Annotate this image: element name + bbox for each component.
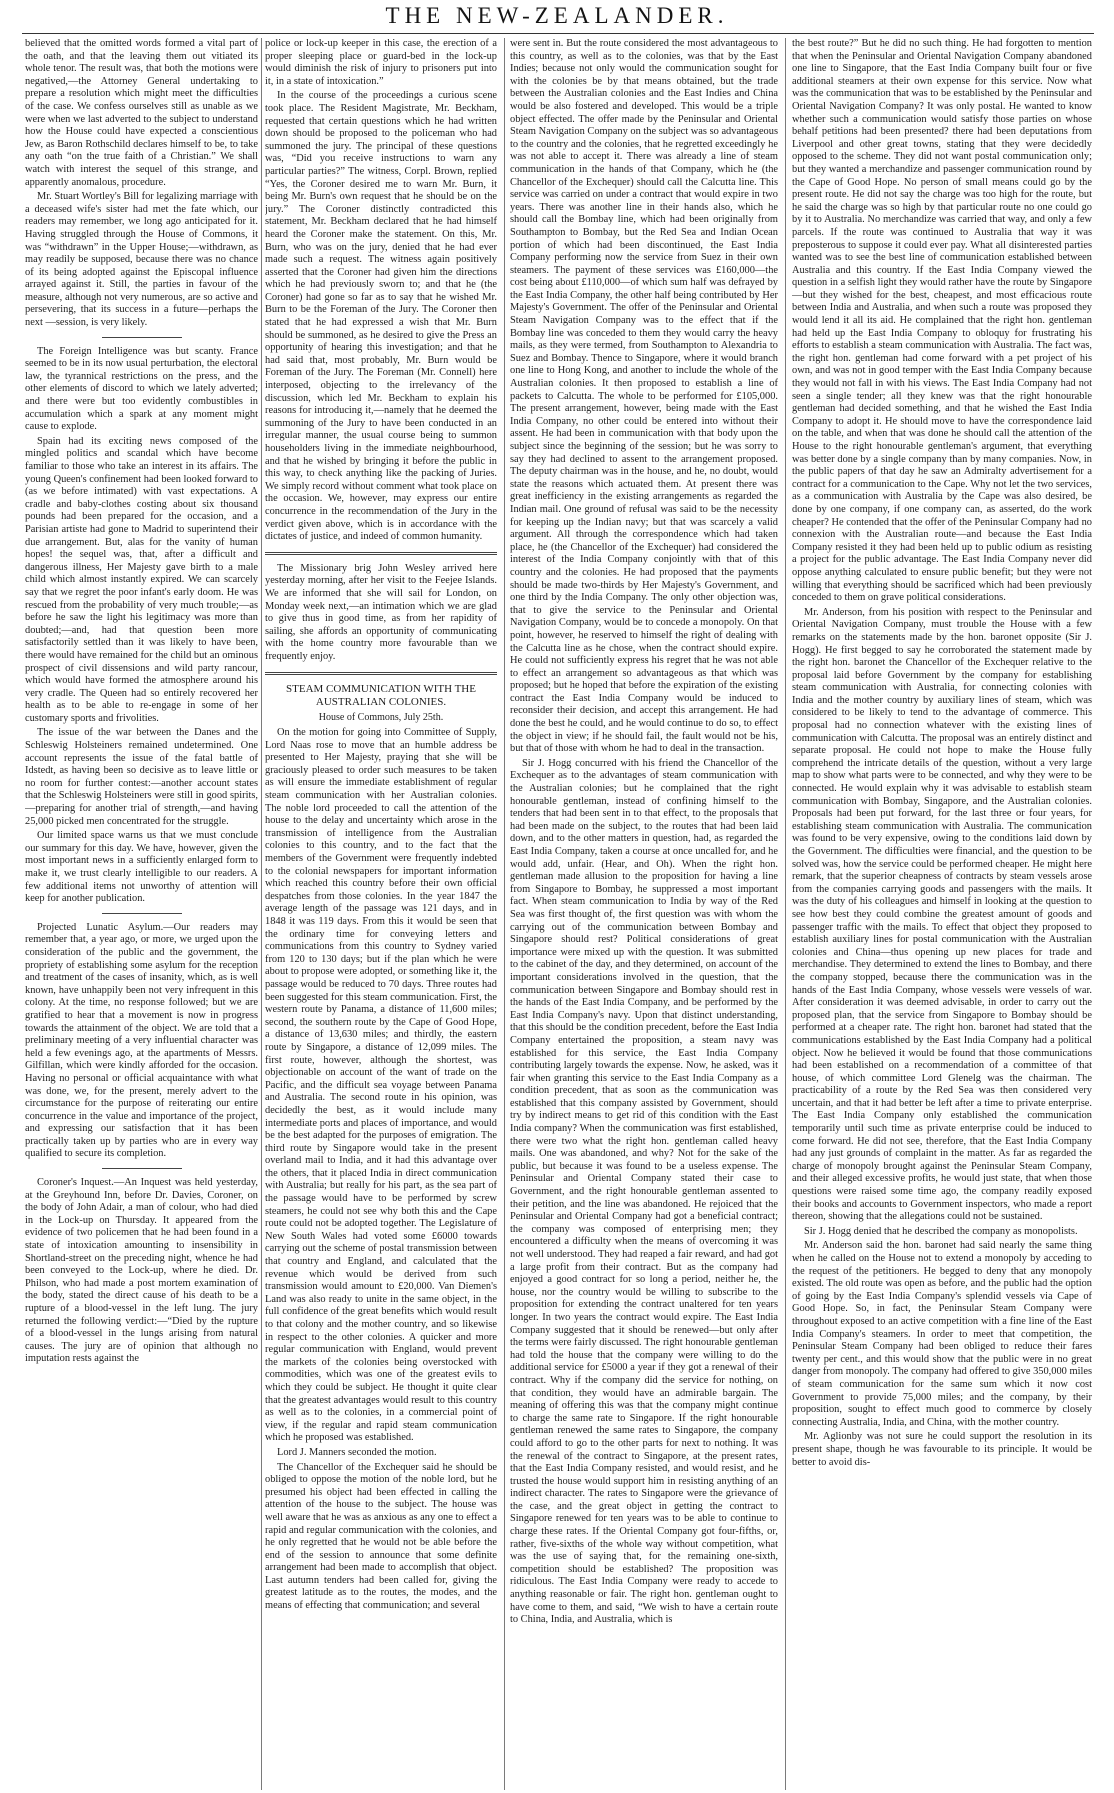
article-paragraph: In the course of the proceedings a curious scene took place. The Resident Magistrate, Mr. Beckham, requested that certain questions which he had written down should be proposed to the policeman who had summoned the jury. The principal of these questions was, “Did you receive instructions to warn any particular parties?” The witness, Corpl. Brown, replied “Yes, the Coroner desired me to warn Mr. Burn, it being Mr. Burn's own request that he should be on the jury.” The Coroner distinctly contradicted this statement, Mr. Beckham declared that he had himself heard the Coroner make the statement. On this, Mr. Burn, who was on the jury, denied that he had ever made such a request. The witness again positively asserted that the Coroner had given him the directions which he had previously sworn to; and that he (the Coroner) had gone so far as to say that he wished Mr. Burn to be the Foreman of the Jury. The Coroner then stated that he had expressed a wish that Mr. Burn should be summoned, as he desired to give the Press an opportunity of hearing this investigation; and that he had said that, most probably, Mr. Burn would be Foreman of the Jury. The Foreman (Mr. Connell) here interposed, objecting to the irrelevancy of the discussion, which led Mr. Beckham to explain his reasons for introducing it,—namely that he deemed the summoning of the Jury to have been conducted in an irregular manner, the usual course being to summon householders living in the immediate neighbourhood, and that he wished by bringing it before the public in this way, to check anything like the packing of Juries. We simply record without comment what took place on the occasion. We, however, may express our entire concurrence in the recommendation of the Jury in the verdict given above, which is in accordance with the dictates of justice, and indeed of common humanity. (265, 90, 497, 543)
article-paragraph: Projected Lunatic Asylum.—Our readers may remember that, a year ago, or more, we urged upon the consideration of the public and the government, the propriety of establishing some asylum for the reception and treatment of the cases of insanity, which, as is well known, have unhappily been not very infrequent in this colony. At the time, no response followed; but we are gratified to hear that a movement is now in progress towards the attainment of the object. We are told that a preliminary meeting of a very influential character was held a few evenings ago, at the apartments of Messrs. Gilfillan, which were kindly afforded for the occasion. Having no personal or official acquaintance with what was done, we, for the present, merely advert to the circumstance for the purpose of reiterating our entire concurrence in the value and importance of the project, and expressing our satisfaction that it has been practically taken up by parties who are in every way qualified to secure its completion. (25, 921, 258, 1160)
article-heading: STEAM COMMUNICATION WITH THE AUSTRALIAN COLONIES. (286, 682, 476, 708)
article-paragraph: police or lock-up keeper in this case, the erection of a proper sleeping place or guard-bed in the lock-up would diminish the risk of injury to prisoners put into it, in a state of intoxication.” (265, 38, 497, 87)
section-divider (102, 337, 182, 338)
article-paragraph: Mr. Anderson, from his position with respect to the Peninsular and Oriental Navigation Company, must trouble the House with a few remarks on the statements made by the hon. baronet opposite (Sir J. Hogg). He first begged to say he corroborated the statement made by the right hon. baronet the Chancellor of the Exchequer relative to the proposal laid before Government by the company for establishing steam communication with Australia, for connecting colonies with India and the mother country by auxiliary lines of steam, which was considered to be likely to tend to the advantage of commerce. This proposal had no connection whatever with the existing lines of communication with Calcutta. The proposal was an entirely distinct and separate proposal. He could not hope to make the House fully comprehend the intricate details of the question, without a very large map to show what parts were to be connected, and why they were to be connected. He would explain why it was advisable to establish steam communication with Bombay, Singapore, and the Australian colonies. Proposals had been put forward, for the last three or four years, for establishing steam communication with Australia. The communication was found to be very expensive, owing to the conditions laid down by the Government. The difficulties were financial, and the question to be solved was, how the service could be performed cheaper. He might here remark, that the superior cheapness of contracts by steam vessels arose from the companies carrying goods and passengers with the mails. It was the duty of his colleagues and himself in looking at the question to see how best they could combine the greatest amount of goods and passenger traffic with the mails. To effect that object they proposed to establish auxiliary lines for postal communication with the Australian colonies and China—thus opening up new places for trade and merchandise. They determined to extend the lines to Bombay, and there the company stopped, because there the communication was in the hands of the East India Company, whose vessels were vessels of war. After consideration it was deemed advisable, in order to carry out the proposed plan, that the service from Singapore to Bombay should be performed at a cheaper rate. The right hon. baronet had stated that the communications established by the East India Company had a political object. Now he believed it would be found that those communications had been established on a recommendation of a committee of that house, of which committee Lord Glenelg was the chairman. The practicability of a route by the Red Sea was then considered very uncertain, and that it had better be left after a time to private enterprise. The East India Company only established the communication temporarily until such time as private enterprise could be induced to come forward. He did not see, therefore, that the East India Company had any just grounds of complaint in the matter. As far as regarded the charge of monopoly brought against the Peninsular Steam Company, and their alleged excessive profits, he would just state, that when those questions were raised some time ago, the company readily exposed their books and accounts to Government inspectors, who made a report thereon, showing that the allegations could not be sustained. (792, 606, 1092, 1223)
column-2 (265, 38, 497, 1788)
column-4 (792, 38, 1092, 1788)
article-paragraph: The Foreign Intelligence was but scanty. France seemed to be in its now usual perturbation, the electoral law, the tyrannical restrictions on the press, and the other elements of discord to which we lately adverted; and there were but too evidently combustibles in accumulation which a spark at any moment might cause to explode. (25, 345, 258, 433)
article-paragraph: Mr. Aglionby was not sure he could support the resolution in its present shape, though he was favourable to its principle. It would be better to avoid dis- (792, 1431, 1092, 1468)
article-paragraph: Sir J. Hogg concurred with his friend the Chancellor of the Exchequer as to the advantages of steam communication with the Australian colonies; but he complained that the right honourable gentleman, instead of confining himself to the tenders that had been sent in to that effect, to the proposals that had been made on the subject, to the routes that had been laid down, and to the other matters in question, had, as regarded the East India Company, taken a course at once uncalled for, and he would add, unfair. (Hear, and Oh). When the right hon. gentleman made allusion to the proposition for having a line from Singapore to Bombay, he suppressed a most important fact. When steam communication to India by way of the Red Sea was first thought of, the first question was with whom the carrying out of the communication between Bombay and Singapore should rest? Political considerations of great importance were mixed up with the question. It was submitted to the cabinet of the day, and they determined, on account of the important considerations involved in the question, that the communication between Singapore and Bombay should rest in the hands of the East India Company, and be performed by the East India Company's navy. Upon that distinct understanding, that this should be the condition precedent, before the East India Company entertained the proposition, a steam navy was established for this service, the East India Company contributing largely towards the expense. Now, he asked, was it fair when granting this service to the East India Company as a condition precedent, that as soon as the communication was established that this company assisted by Government, should try by indirect means to get rid of this condition with the East India company? When the communication was first established, there were two what the right hon. gentleman called heavy mails. One was abandoned, and why? Not for the sake of the public, but because it was found to be a useless expense. The Peninsular and Oriental Company stated their case to Government, and the right honourable gentleman assented to their petition, and the line was abandoned. He rejoiced that the Peninsular and Oriental Company had got a beneficial contract; the company was composed of enterprising men; they encountered a difficulty when the means of overcoming it was not well understood. They had reaped a fair reward, and had got a large profit from their contract. But as the company had enjoyed a good contract for so long a period, neither he, the house, nor the country would be willing to subscribe to the proposition for extending the contract unaltered for ten years longer. In two years the contract would expire. The East India Company suggested that it should be renewed—but only after the terms were fairly discussed. The right honourable gentleman had told the house that the company were willing to do the additional service for £5000 a year if they got a renewal of their contract. Why if the company did the service for nothing, on that condition, they would have an admirable bargain. The meaning of offering this was that the company might continue to charge the same rate to Singapore. If the right honourable gentleman renewed the same rates to Singapore, the company could afford to go to the other parts for next to nothing. It was the renewal of the contract to Singapore, at the present rates, that the East India Company resisted, and would resist, and he trusted the house would support him in resisting anything of an indirect character. The rates to Singapore were the grievance of the case, and the great object in getting the contract to Singapore renewed for ten years was to be able to continue to charge these rates. If the Oriental Company got four-fifths, or, rather, five-sixths of the whole way without competition, what was the use of saying that, for the remaining one-sixth, competition should be established? The proposition was ridiculous. The East India Company were ready to accede to anything reasonable or fair. The right hon. gentleman ought to have come to them, and said, “We wish to have a certain route to China, India, and Australia, which is (510, 757, 778, 1626)
article-paragraph: The Chancellor of the Exchequer said he should be obliged to oppose the motion of the noble lord, but he presumed his object had been effected in calling the attention of the house to the subject. The house was well aware that he was as anxious as any one to effect a rapid and regular communication with the colonies, and he only regretted that he would not be able before the end of the session to announce that some definite arrangement had been made to accomplish that object. Last autumn tenders had been called for, giving the greatest latitude as to the routes, the modes, and the means of effecting that communication; and several (265, 1461, 497, 1612)
column-rule (785, 38, 786, 1790)
article-paragraph: were sent in. But the route considered the most advantageous to this country, as well as to the colonies, was that by the East Indies; because not only would the communication sought for with the colonies be by that means obtained, but the trade between the Australian colonies and the East Indies and China would be also fostered and developed. This would be a triple object effected. The offer made by the Peninsular and Oriental Steam Navigation Company on the subject was so advantageous to the country and the colonies, that he regretted exceedingly he was not able to accept it. There was already a line of steam communication in the hands of that Company, which he (the Chancellor of the Exchequer) should call the Calcutta line. This service was carried on under a contract that would expire in two years. There was another line in their hands also, which he should call the Bombay line, which had been originally from Southampton to Bombay, but the Red Sea and Indian Ocean portion of which had been discontinued, the East India Company performing now the service from Suez in their own steamers. The payment of these services was £160,000—the cost being about £110,000—of which sum half was defrayed by the East India Company, the other half being contributed by Her Majesty's Government. The offer of the Peninsular and Oriental Steam Navigation Company was to the effect that if the Bombay line was conceded to them they would carry the heavy mails, as they were termed, from Southampton to Alexandria to Suez and Bombay. Thence to Singapore, where it would branch one line to Hong Kong, and another to include the whole of the Australian colonies. It then proposed to establish a line of packets to Calcutta. The whole to be performed for £105,000. The present arrangement, however, being made with the East India Company, no other could be entered into without their assent. He had been in communication with that body upon the subject since the beginning of the session; but he was sorry to say they had declined to assent to the arrangement proposed. The deputy chairman was in the house, and he, no doubt, would state the reasons which actuated them. At present there was great inefficiency in the existing arrangements as regarded the Indian mail. One ground of refusal was said to be the necessity for keeping up the Indian navy; but that was scarcely a valid argument. All through the correspondence which had taken place, he (the Chancellor of the Exchequer) had considered the interest of the India Company conjointly with that of this country and the colonies. He had proposed that the payments should be made two-thirds by Her Majesty's Government, and one third by the India Company. The only other objection was, that to give the service to the Peninsular and Oriental Navigation Company, would be to concede a monopoly. On that point, however, he reserved to himself the right of dealing with the Calcutta line as he chose, when the contract should expire. He could not sufficiently express his regret that he was not able to effect an arrangement so advantageous as that which was proposed; but he hoped that before the expiration of the existing contract the East India Company would be induced to reconsider their decision, and accept this arrangement. He had done the best he could, and he would continue to do so, to effect the object in view; if he should fail, the fault would not be his, but that of those with whom he had to deal in the transaction. (510, 38, 778, 755)
article-paragraph: the best route?” But he did no such thing. He had forgotten to mention that when the Peninsular and Oriental Navigation Company abandoned one line to Singapore, that the East India Company built four or five additional steamers at their own expense for this service. Now what was the communication that was to be established by the Peninsular and Oriental Navigation Company? It was only postal. He wanted to know whether such a communication would satisfy those parties on whose behalf petitions had been presented? there had been deputations from Liverpool and other great towns, stating that they were decidedly opposed to the scheme. They did not want postal communication only; but they wanted a merchandize and passenger communication round by the Cape of Good Hope. No person of small means could go by the present route. He did not say the charge was too high for the route, but he said the charge was so high by that particular route no one could go by it to Australia. No merchandize was carried that way, and only a few parcels. If the route was continued to Australia that way it was preposterous to suppose it could ever pay. What all disinterested parties wanted was to see the best line of communication established between Australia and this country. If the East India Company viewed the question in a selfish light they would rather have the route by Singapore —but they wished for the best, cheapest, and most efficacious route between India and Australia, and when such a route was proposed they would lend it all its aid. He complained that the right hon. gentleman had held up the East India Company to obloquy for frustrating his efforts to establish a steam communication with Australia. The fact was, the right hon. gentleman had come forward with a pet project of his own, and was not in good temper with the East India Company because they would not fall in with his views. The East India Company had not seen a single tender; all they knew was that the right honourable gentleman had decided something, and that he wished the East India Company to adopt it. He should move to have the correspondence laid on the table, and when that was done he should call the attention of the House to the right honourable gentleman's argument, that everything was better done by a single company than by many companies. Now, in the public papers of that day he saw an Admiralty advertisement for a contract for a communication to the Cape. Why not let the two services, as a communication with Australia by the Cape was also desired, be done by one company, if one company can, as asserted, do the work cheaper? He contended that the offer of the Peninsular Company had no connexion with the Australian route—and because the East India Company resisted it they had been held up to public odium as resisting a project for the public advantage. The East India Company never did oppose anything calculated to ensure public benefit; but they were not willing that everything should be sacrificed which had been previously conceded to them on grave political considerations. (792, 38, 1092, 604)
masthead-title: THE NEW-ZEALANDER. (385, 3, 729, 28)
article-paragraph: On the motion for going into Committee of Supply, Lord Naas rose to move that an humble address be presented to Her Majesty, praying that she will be graciously pleased to order such measures to be taken as will ensure the immediate establishment of regular steam communication with her Australian colonies. The noble lord proceeded to call the attention of the house to the delay and uncertainty which arose in the transmission of intelligence from the Australian colonies to this country, and to the fact that the members of the Government were frequently indebted to the colonial newspapers for important information which reached this country before their own official despatches from those colonies. In the year 1847 the average length of the passage was 121 days, and in 1848 it was 119 days. From this it would be seen that the ordinary time for conveying letters and communications from this country to Sydney varied from 120 to 130 days; but if the plan which he were about to propose were adopted, or something like it, the passage would be reduced to 70 days. Three routes had been suggested for this steam communication. First, the western route by Panama, a distance of 11,600 miles; second, the southern route by the Cape of Good Hope, a distance of 13,630 miles; and thirdly, the eastern route by Singapore, a distance of 12,099 miles. The first route, however, although the shortest, was objectionable on account of the want of trade on the Pacific, and the difficult sea voyage between Panama and Australia. The second route in his opinion, was decidedly the best, as it would include many intermediate ports and places of importance, and would be the best adapted for the purposes of emigration. The third route by Singapore would take in the present overland mail to India, and it had this advantage over the others, that it placed India in direct communication with Australia; but really for his part, as the sea part of the passage would have to be performed by screw steamers, he could not see why both this and the Cape route could not be adopted together. The Legislature of New South Wales had voted some £6000 towards carrying out the scheme of postal transmission between that country and England, and calculated that the revenue which would be derived from such transmission would amount to £20,000. Van Diemen's Land was also ready to unite in the same object, in the full confidence of the great benefits which would result to that colony and the mother country, and so likewise in respect to the other colonies. A quicker and more regular communication with England, would prevent the markets of the colonies being overstocked with commodities, which was one of the greatest evils to which they could be subject. He thought it quite clear that the greatest advantages would result to this country as well as to the colonies, in a commercial point of view, if the regular and rapid steam communication which he proposed was established. (265, 727, 497, 1444)
article-paragraph: Mr. Stuart Wortley's Bill for legalizing marriage with a deceased wife's sister had met the fate which, our readers may remember, we long ago anticipated for it. Having struggled through the House of Commons, it was “withdrawn” in the Upper House;—withdrawn, as may readily be supposed, because there was no chance of its being adopted against the Episcopal influence arrayed against it. Still, the parties in favour of the measure, although not very numerous, are so active and persevering, that its success in a future—perhaps the next —session, is very likely. (25, 191, 258, 329)
section-divider (265, 552, 497, 555)
section-divider (265, 672, 497, 675)
article-paragraph: Our limited space warns us that we must conclude our summary for this day. We have, however, given the most important news in a sufficiently enlarged form to make it, we trust clearly intelligible to our readers. A few additional items not unworthy of attention will keep for another publication. (25, 830, 258, 905)
section-divider (102, 913, 182, 914)
article-paragraph: Lord J. Manners seconded the motion. (277, 1446, 437, 1458)
article-paragraph: Mr. Anderson said the hon. baronet had said nearly the same thing when he called on the House not to extend a monopoly by acceding to the request of the petitioners. He begged to deny that any monopoly existed. The old route was open as before, and the public had the option of going by the East India Company's splendid vessels via Cape of Good Hope. So, in fact, the Peninsular Steam Company were throughout exposed to an active competition with a fine line of the East India Company's steamers. In order to meet that competition, the Peninsular Steam Company had been obliged to reduce their fares twenty per cent., and this would show that the public were in no great danger from monopoly. The company had offered to give 350,000 miles of steam communication for the same sum which it now cost Government to provide 75,000 miles; and the company, by their proposition, sought to effect much good to commerce by closely connecting Australia, India, and China, with the mother country. (792, 1240, 1092, 1428)
article-paragraph: Sir J. Hogg denied that he described the company as monopolists. (804, 1225, 1078, 1237)
column-3 (510, 38, 778, 1788)
column-rule (504, 38, 505, 1790)
article-paragraph: Coroner's Inquest.—An Inquest was held yesterday, at the Greyhound Inn, before Dr. Davies, Coroner, on the body of John Adair, a man of colour, who had died in the Lock-up on Thursday. It appeared from the evidence of two policemen that he had been found in a state of intoxication amounting to insensibility in Shortland-street on the preceding night, whence he had been conveyed to the Lock-up, where he died. Dr. Philson, who had made a post mortem examination of the body, stated the direct cause of his death to be a rupture of a blood-vessel in the left lung. The jury returned the following verdict:—“Died by the rupture of a blood-vessel in the lungs arising from natural causes. The jury are of opinion that although no imputation rests against the (25, 1177, 258, 1365)
article-paragraph: The Missionary brig John Wesley arrived here yesterday morning, after her visit to the Feejee Islands. We are informed that she will sail for London, on Monday week next,—an intimation which we are glad to give thus in good time, as from her rapidity of sailing, she affords an opportunity of communicating with the home country more favourable than we frequently enjoy. (265, 562, 497, 662)
article-subheading: House of Commons, July 25th. (318, 711, 444, 723)
article-paragraph: believed that the omitted words formed a vital part of the oath, and that the leaving them out vitiated its whole tenor. The result was, that both the motions were negatived,—the Attorney General undertaking to prepare a resolution which might meet the difficulties of the case. We confess ourselves still as unable as we were when we last adverted to the subject to understand how the House could have expected a conscientious Jew, as Baron Rothschild declares himself to be, to take any oath “on the true faith of a Christian.” We shall watch with interest the sequel of this strange, and apparently anomalous, procedure. (25, 38, 258, 188)
article-paragraph: Spain had its exciting news composed of the mingled politics and scandal which have become familiar to those who take an interest in its affairs. The young Queen's confinement had been looked forward to (as we before intimated) with vast expectations. A cradle and baby-clothes costing about six thousand pounds had been prepared for the occasion, and a Parisian artiste had gone to Madrid to superintend their due arrangement. But, alas for the vanity of human hopes! the sequel was, that, after a difficult and dangerous illness, Her Majesty gave birth to a male child which almost instantly expired. We can scarcely say that we regret the poor infant's early doom. He was rescued from the probability of very much trouble;—as before he saw the light his legitimacy was more than doubted;—and, had that question been more satisfactorily settled than it was likely to have been, there would have remained for the child but an ominous prospect of civil dissensions and wild party rancour, which would have formed the atmosphere around his very cradle. The Queen had so entirely recovered her health as to be able to re-engage in some of her customary sports and frivolities. (25, 435, 258, 724)
masthead-rule (22, 33, 1094, 34)
section-divider (102, 1168, 182, 1169)
article-paragraph: The issue of the war between the Danes and the Schleswig Holsteiners remained undetermined. One account represents the issue of the fatal battle of Idstedt, as having been so decisive as to leave little or no room for further contest:—another account states that the Schleswig Holsteiners were still in good spirits,—preparing for another trial of strength,—and having 25,000 picked men concentrated for the struggle. (25, 727, 258, 827)
column-rule (261, 38, 262, 1790)
column-1 (25, 38, 258, 1788)
